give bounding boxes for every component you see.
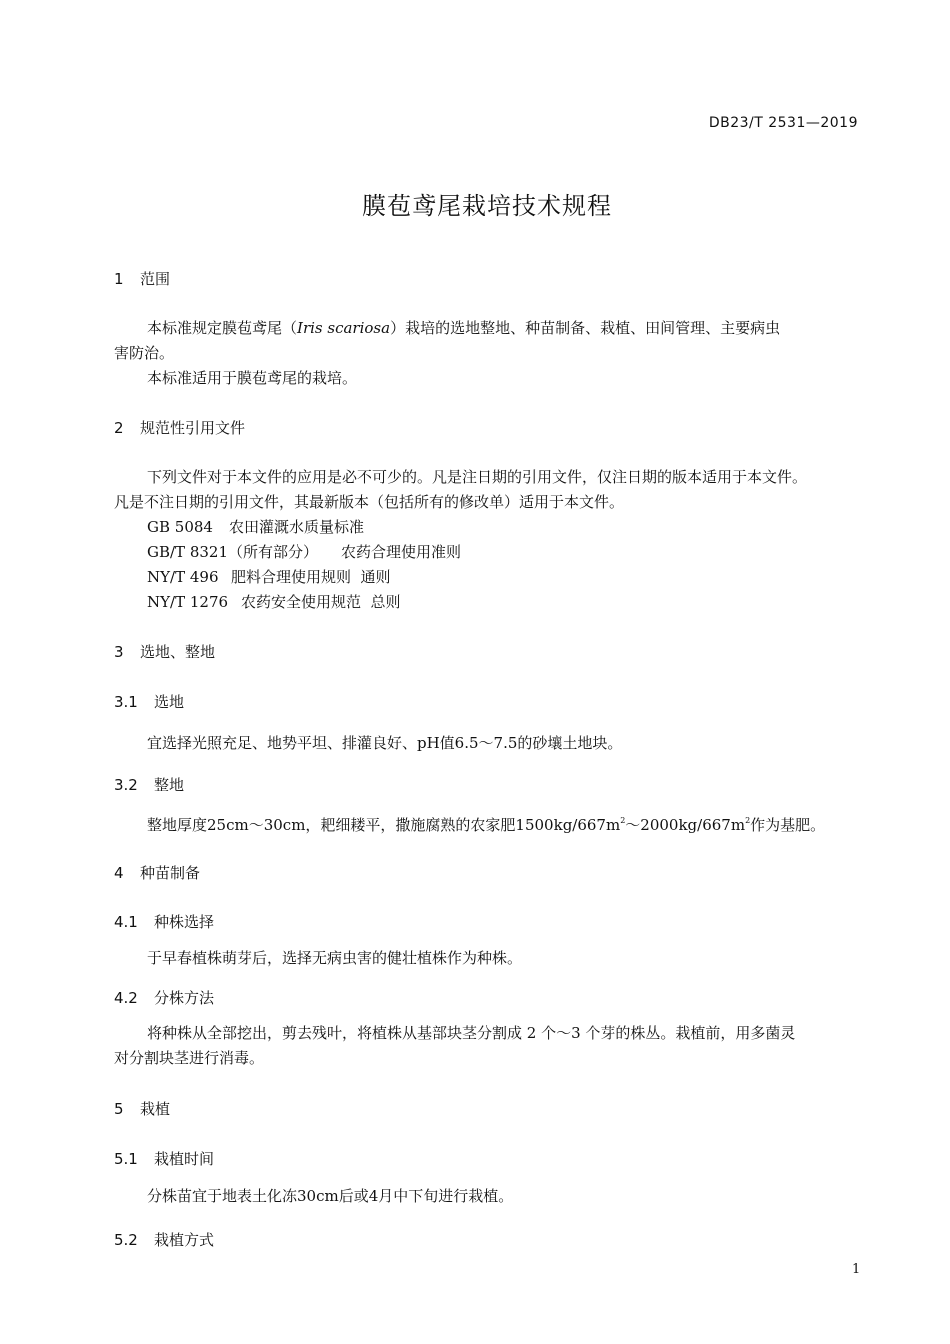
section-2-paragraph-line-1: 下列文件对于本文件的应用是必不可少的。凡是注日期的引用文件，仅注日期的版本适用于本文件。 (147, 468, 808, 486)
reference-item (147, 515, 364, 540)
section-2-heading (114, 417, 245, 438)
subsection-number: 3.2 (114, 776, 138, 794)
subsection-4-1-text: 于早春植株萌芽后，选择无病虫害的健壮植株作为种株。 (147, 949, 523, 967)
subsection-4-2-heading (114, 987, 214, 1008)
reference-code: NY/T 496 (147, 568, 219, 586)
page-number: 1 (852, 1262, 861, 1277)
reference-code: GB/T 8321（所有部分） (147, 543, 319, 561)
subsection-3-2-text: 整地厚度25cm～30cm，耙细耧平，撒施腐熟的农家肥$1500kg/667m^2\sim 2000kg/667m^2$作为基肥。 (147, 816, 826, 834)
subsection-4-2-text-line-2: 对分割块茎进行消毒。 (114, 1049, 265, 1067)
reference-item (147, 590, 401, 615)
reference-name: 农药安全使用规范 总则 (241, 593, 401, 611)
section-title: 栽植 (140, 1100, 171, 1118)
page-title: 膜苞鸢尾栽培技术规程 (362, 192, 612, 220)
section-number: 3 (114, 643, 124, 661)
subsection-5-1-text: 分株苗宜于地表土化冻30cm后或4月中下旬进行栽植。 (147, 1187, 514, 1205)
section-1-paragraph-1-line-1: 本标准规定膜苞鸢尾（Iris scariosa）栽培的选地整地、种苗制备、栽植、田间管理、主要病虫 (147, 319, 781, 337)
subsection-title: 选地 (154, 693, 185, 711)
latin-name: Iris scariosa (297, 319, 391, 337)
reference-code: NY/T 1276 (147, 593, 229, 611)
reference-name: 农药合理使用准则 (341, 543, 462, 561)
subsection-3-1-heading (114, 691, 184, 712)
subsection-4-2-text-line-1: 将种株从全部挖出，剪去残叶，将植株从基部块茎分割成 2 个～3 个芽的株丛。栽植前，用多菌灵 (147, 1024, 796, 1042)
section-4-heading (114, 862, 200, 883)
section-number: 5 (114, 1100, 124, 1118)
section-number: 1 (114, 270, 124, 288)
subsection-3-1-text: 宜选择光照充足、地势平坦、排灌良好、pH值6.5～7.5的砂壤土地块。 (147, 734, 623, 752)
section-title: 规范性引用文件 (140, 419, 246, 437)
section-number: 4 (114, 864, 124, 882)
section-5-heading (114, 1098, 170, 1119)
section-1-paragraph-1-line-2: 害防治。 (114, 344, 175, 362)
section-3-heading (114, 641, 215, 662)
subsection-5-2-heading (114, 1229, 214, 1250)
reference-name: 肥料合理使用规则 通则 (231, 568, 391, 586)
section-1-paragraph-2: 本标准适用于膜苞鸢尾的栽培。 (147, 369, 358, 387)
section-2-paragraph-line-2: 凡是不注日期的引用文件，其最新版本（包括所有的修改单）适用于本文件。 (114, 493, 625, 511)
subsection-number: 4.1 (114, 913, 138, 931)
subsection-number: 5.2 (114, 1231, 138, 1249)
subsection-number: 4.2 (114, 989, 138, 1007)
section-title: 范围 (140, 270, 171, 288)
reference-name: 农田灌溉水质量标准 (229, 518, 365, 536)
subsection-title: 栽植方式 (154, 1231, 215, 1249)
reference-item (147, 565, 391, 590)
subsection-title: 种株选择 (154, 913, 215, 931)
section-title: 选地、整地 (140, 643, 216, 661)
subsection-title: 栽植时间 (154, 1150, 215, 1168)
subsection-title: 整地 (154, 776, 185, 794)
subsection-number: 3.1 (114, 693, 138, 711)
subsection-3-2-heading (114, 774, 184, 795)
section-title: 种苗制备 (140, 864, 201, 882)
reference-item (147, 540, 461, 565)
section-number: 2 (114, 419, 124, 437)
subsection-number: 5.1 (114, 1150, 138, 1168)
document-number: DB23/T 2531—2019 (708, 115, 858, 131)
section-1-heading (114, 268, 170, 289)
reference-code: GB 5084 (147, 518, 213, 536)
subsection-4-1-heading (114, 911, 214, 932)
subsection-5-1-heading (114, 1148, 214, 1169)
subsection-title: 分株方法 (154, 989, 215, 1007)
